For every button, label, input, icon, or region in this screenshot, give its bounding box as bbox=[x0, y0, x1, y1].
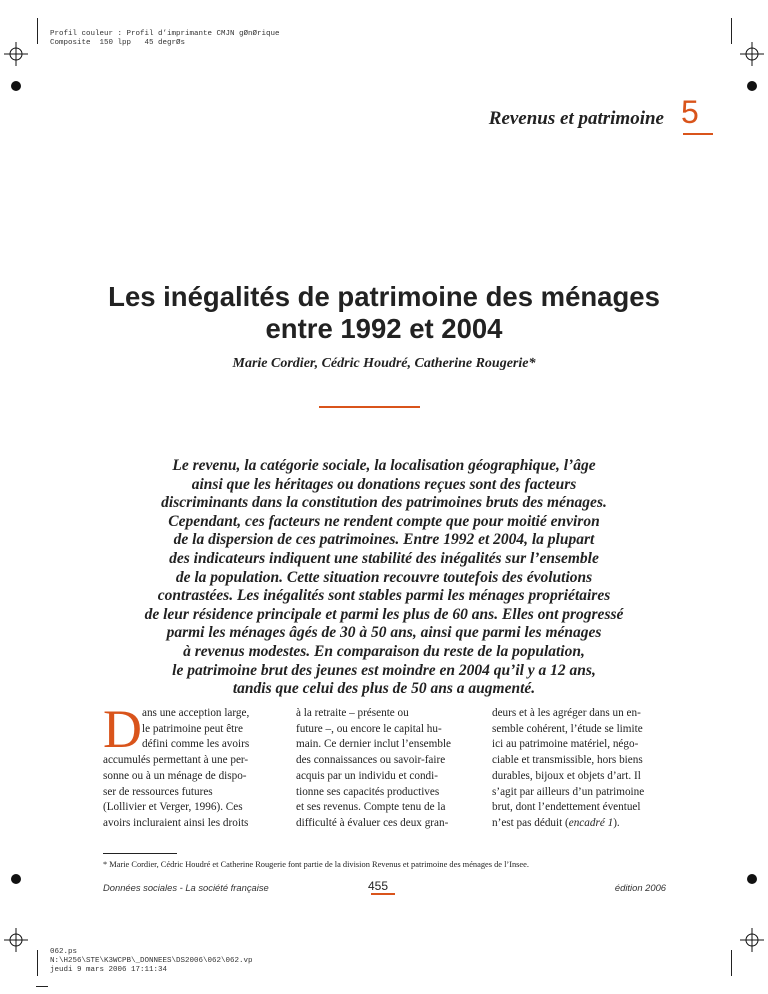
crop-mark bbox=[731, 950, 732, 976]
abstract-line: Cependant, ces facteurs ne rendent compte que pour moitié environ bbox=[168, 512, 600, 530]
box-reference-link[interactable]: encadré 1 bbox=[568, 816, 614, 829]
abstract-line: parmi les ménages âgés de 30 à 50 ans, ainsi que parmi les ménages bbox=[166, 624, 602, 642]
footnote-rule bbox=[103, 853, 177, 854]
abstract-line: à revenus modestes. En comparaison du reste de la population, bbox=[183, 642, 585, 660]
body-line-last bbox=[492, 816, 669, 832]
body-line: et ses revenus. Compte tenu de la bbox=[296, 801, 446, 814]
body-line: avoirs incluraient ainsi les droits bbox=[103, 816, 249, 829]
print-info-line: Profil couleur : Profil d’imprimante CMJN gØnØrique bbox=[50, 30, 280, 38]
abstract-line: ainsi que les héritages ou donations reçues sont des facteurs bbox=[191, 475, 577, 493]
crop-mark bbox=[37, 950, 38, 976]
body-line: brut, dont l’endettement éventuel bbox=[492, 801, 641, 814]
section-title: Revenus et patrimoine bbox=[488, 108, 664, 129]
footer-publication: Données sociales - La société française bbox=[103, 882, 269, 893]
body-line: durables, bijoux et objets d’art. Il bbox=[492, 769, 641, 782]
registration-dot-icon bbox=[747, 81, 757, 91]
footer-edition: édition 2006 bbox=[614, 882, 666, 893]
print-info-line: Composite 150 lpp 45 degrØs bbox=[50, 39, 186, 47]
print-info-line: N:\H256\STE\K3WCPB\_DONNEES\DS2006\062\062.vp bbox=[50, 957, 253, 965]
body-line: le patrimoine peut être bbox=[142, 722, 243, 735]
page-number-rule bbox=[371, 893, 395, 895]
abstract-line: le patrimoine brut des jeunes est moindre en 2004 qu’il y a 12 ans, bbox=[172, 661, 596, 679]
body-line: future –, ou encore le capital hu- bbox=[296, 722, 442, 735]
body-line: deurs et à les agréger dans un en- bbox=[492, 707, 641, 719]
body-line: (Lollivier et Verger, 1996). Ces bbox=[103, 801, 243, 814]
drop-cap: D bbox=[103, 699, 142, 759]
article-title-line: Les inégalités de patrimoine des ménages bbox=[108, 281, 660, 312]
abstract-line: de la population. Cette situation recouvre toutefois des évolutions bbox=[175, 568, 593, 586]
body-line-text: n’est pas déduit ( bbox=[492, 816, 569, 829]
abstract-line: Le revenu, la catégorie sociale, la localisation géographique, l’âge bbox=[172, 457, 596, 474]
abstract-line: discriminants dans la constitution des patrimoines bruts des ménages. bbox=[161, 494, 607, 512]
body-column-2 bbox=[296, 706, 473, 832]
abstract-line: de leur résidence principale et parmi les plus de 60 ans. Elles ont progressé bbox=[144, 605, 624, 623]
body-line: s’agit par ailleurs d’un patrimoine bbox=[492, 785, 645, 798]
body-line: semble cohérent, l’étude se limite bbox=[492, 722, 643, 735]
crop-mark bbox=[36, 986, 48, 987]
body-column-1 bbox=[103, 699, 278, 832]
footnote: * Marie Cordier, Cédric Houdré et Catherine Rougerie font partie de la division Revenus et patrimoine des ménages de l’Insee. bbox=[103, 860, 529, 869]
registration-mark-icon bbox=[4, 928, 28, 952]
section-rule bbox=[683, 133, 713, 135]
body-line: acquis par un individu et condi- bbox=[296, 769, 438, 782]
body-line: accumulés permettant à une per- bbox=[103, 754, 249, 767]
page-number: 455 bbox=[368, 879, 389, 893]
body-line: main. Ce dernier inclut l’ensemble bbox=[296, 738, 452, 751]
print-info-line: 062.ps bbox=[50, 948, 78, 956]
body-line: ciable et transmissible, hors biens bbox=[492, 754, 643, 767]
abstract-line: des indicateurs indiquent une stabilité des inégalités sur l’ensemble bbox=[169, 549, 599, 567]
registration-dot-icon bbox=[11, 874, 21, 884]
print-info-line: jeudi 9 mars 2006 17:11:34 bbox=[50, 966, 168, 974]
body-line-text: ). bbox=[613, 816, 620, 829]
article-authors: Marie Cordier, Cédric Houdré, Catherine Rougerie* bbox=[232, 356, 536, 371]
section-number: 5 bbox=[681, 94, 699, 130]
article-title bbox=[60, 281, 708, 345]
abstract-line: de la dispersion de ces patrimoines. Entre 1992 et 2004, la plupart bbox=[173, 531, 595, 549]
body-line: des connaissances ou savoir-faire bbox=[296, 754, 446, 767]
article-abstract bbox=[100, 457, 668, 699]
body-column-3 bbox=[492, 706, 669, 832]
registration-dot-icon bbox=[11, 81, 21, 91]
print-info-bottom bbox=[50, 948, 253, 975]
registration-dot-icon bbox=[747, 874, 757, 884]
body-line: ici au patrimoine matériel, négo- bbox=[492, 738, 639, 751]
body-line: défini comme les avoirs bbox=[142, 738, 250, 751]
body-line: à la retraite – présente ou bbox=[296, 707, 409, 719]
registration-mark-icon bbox=[740, 42, 764, 66]
crop-mark bbox=[37, 18, 38, 44]
body-line: ser de ressources futures bbox=[103, 785, 213, 798]
print-info-top bbox=[50, 30, 280, 48]
registration-mark-icon bbox=[740, 928, 764, 952]
body-line: sonne ou à un ménage de dispo- bbox=[103, 769, 247, 782]
body-line: difficulté à évaluer ces deux gran- bbox=[296, 816, 449, 829]
abstract-line: contrastées. Les inégalités sont stables parmi les ménages propriétaires bbox=[157, 587, 611, 605]
crop-mark bbox=[731, 18, 732, 44]
abstract-line: tandis que celui des plus de 50 ans a augmenté. bbox=[232, 680, 536, 698]
body-line: tionne ses capacités productives bbox=[296, 785, 440, 798]
body-line: ans une acception large, bbox=[142, 707, 250, 719]
title-rule bbox=[319, 406, 420, 408]
registration-mark-icon bbox=[4, 42, 28, 66]
article-title-line: entre 1992 et 2004 bbox=[265, 313, 503, 344]
